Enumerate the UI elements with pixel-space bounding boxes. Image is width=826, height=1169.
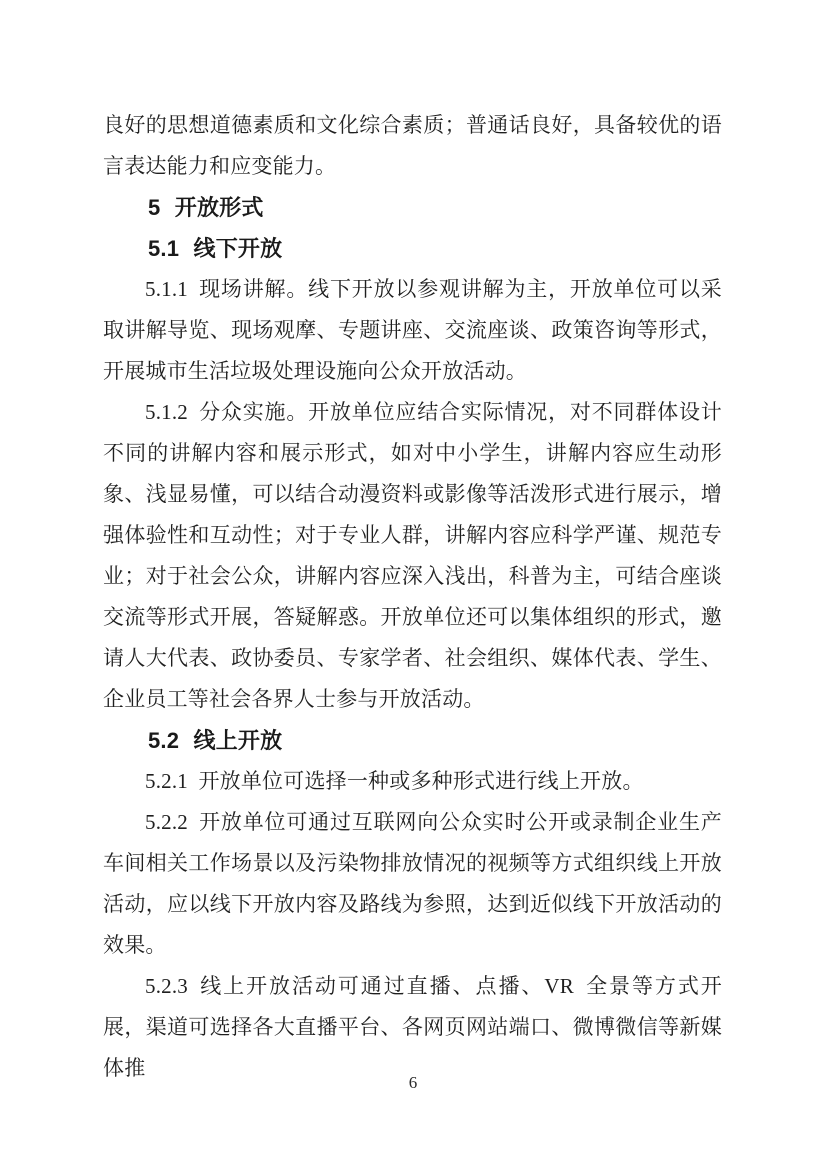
subsection-heading-5-2: 5.2 线上开放 xyxy=(148,728,283,753)
paragraph-5-2-2: 5.2.2 开放单位可通过互联网向公众实时公开或录制企业生产车间相关工作场景以及污染物排放情况的视频等方式组织线上开放活动，应以线下开放内容及路线为参照，达到近似线下开放活动的效果。 xyxy=(103,810,722,957)
paragraph-5-2-1: 5.2.1 开放单位可选择一种或多种形式进行线上开放。 xyxy=(145,769,644,793)
paragraph-5-2-3: 5.2.3 线上开放活动可通过直播、点播、VR 全景等方式开展，渠道可选择各大直播平台、各网页网站端口、微博微信等新媒体推 xyxy=(103,974,722,1080)
paragraph-5-1-2: 5.1.2 分众实施。开放单位应结合实际情况，对不同群体设计不同的讲解内容和展示形式，如对中小学生，讲解内容应生动形象、浅显易懂，可以结合动漫资料或影像等活泼形式进行展示，增强体验性和互动性；对于专业人群，讲解内容应科学严谨、规范专业；对于社会公众，讲解内容应深入浅出，科普为主，可结合座谈交流等形式开展，答疑解惑。开放单位还可以集体组织的形式，邀请人大代表、政协委员、专家学者、社会组织、媒体代表、学生、企业员工等社会各界人士参与开放活动。 xyxy=(103,400,722,711)
document-body xyxy=(103,105,722,1089)
subsection-heading-5-1: 5.1 线下开放 xyxy=(148,236,283,261)
page-number: 6 xyxy=(408,1073,418,1092)
section-heading-5: 5 开放形式 xyxy=(148,195,264,220)
paragraph-5-1-1: 5.1.1 现场讲解。线下开放以参观讲解为主，开放单位可以采取讲解导览、现场观摩、专题讲座、交流座谈、政策咨询等形式，开展城市生活垃圾处理设施向公众开放活动。 xyxy=(103,277,722,383)
paragraph-continuation: 良好的思想道德素质和文化综合素质；普通话良好，具备较优的语言表达能力和应变能力。 xyxy=(103,113,722,178)
